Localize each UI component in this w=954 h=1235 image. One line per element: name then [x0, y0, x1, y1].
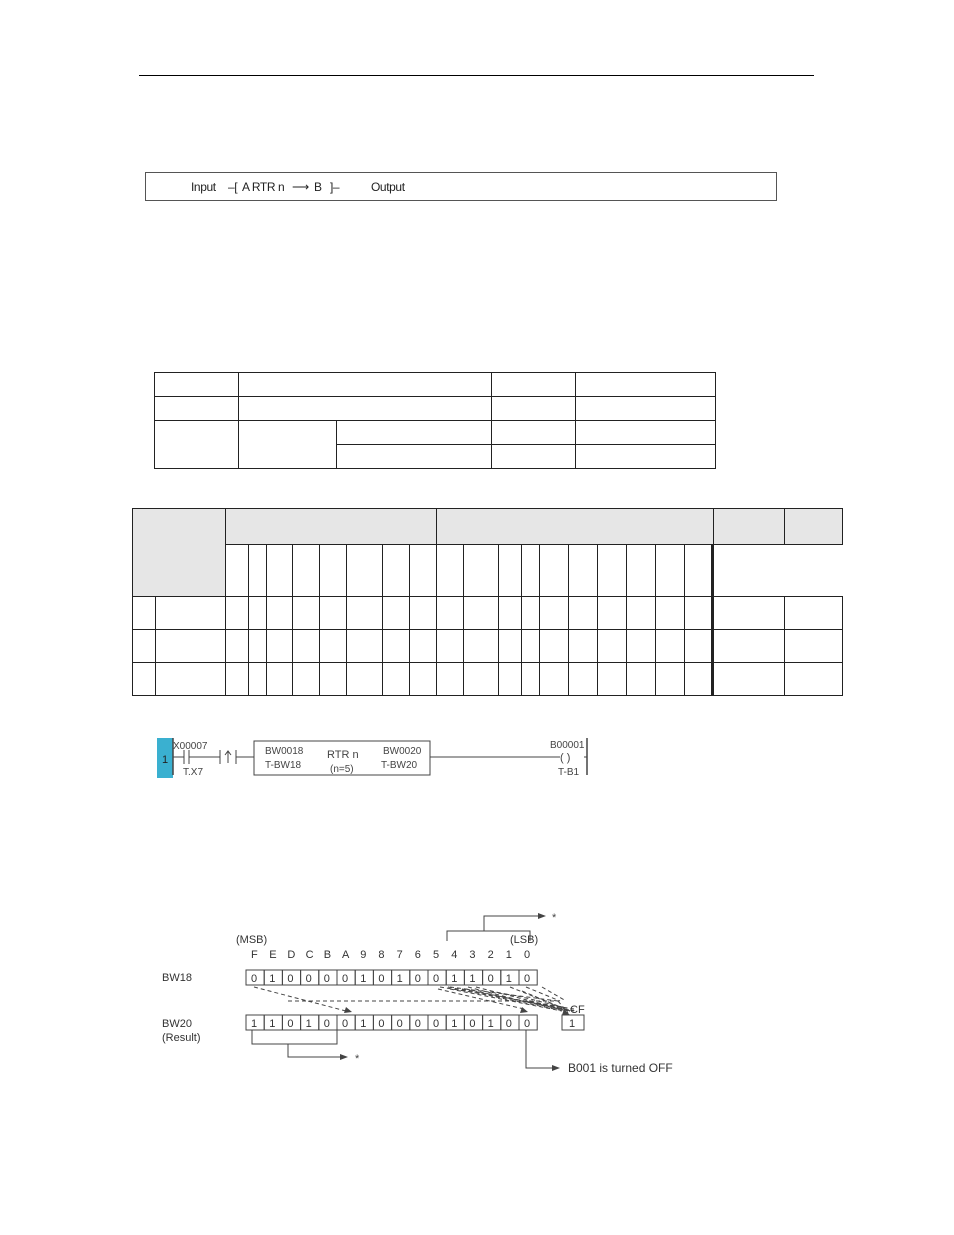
bit-index-label: D — [287, 949, 296, 961]
bw20-bit-value: 1 — [305, 1018, 312, 1030]
bw20-bit-value: 1 — [451, 1018, 458, 1030]
b001-note: B001 is turned OFF — [568, 1061, 673, 1075]
shift-line — [254, 987, 346, 1011]
format-bracket-close: ]– — [330, 180, 340, 194]
table-row — [133, 597, 843, 630]
bw20-bit-value: 0 — [433, 1018, 440, 1030]
bw18-bit-value: 0 — [524, 973, 531, 985]
bit-index-label: 1 — [505, 949, 512, 961]
operand-table — [154, 372, 716, 469]
msb-label: (MSB) — [236, 934, 268, 946]
bw20-result-label: (Result) — [162, 1032, 201, 1044]
bit-rotation-diagram — [150, 905, 710, 1085]
ladder-diagram — [150, 735, 600, 785]
cf-value: 1 — [569, 1018, 576, 1030]
function-name: RTR n — [327, 749, 359, 761]
bw20-register — [246, 1015, 537, 1030]
bit-index-label: 4 — [451, 949, 458, 961]
bw20-bit-value: 1 — [251, 1018, 258, 1030]
bw18-bit-value: 1 — [269, 973, 276, 985]
bottom-bracket — [252, 1030, 337, 1044]
bw20-bit-value: 1 — [487, 1018, 494, 1030]
note-arrow — [526, 1030, 552, 1068]
bit-index-label: 2 — [487, 949, 494, 961]
bw20-bit-value: 0 — [396, 1018, 403, 1030]
format-input-label: Input — [191, 180, 216, 194]
bit-index-label: B — [323, 949, 332, 961]
dest-tag: T-BW20 — [381, 760, 418, 771]
source-tag: T-BW18 — [265, 760, 302, 771]
bw18-bit-value: 0 — [305, 973, 312, 985]
coil-address: B00001 — [550, 740, 585, 751]
contact-tag: T.X7 — [183, 767, 204, 778]
bw18-bit-value: 0 — [433, 973, 440, 985]
bw20-bit-value: 0 — [414, 1018, 421, 1030]
bit-index-labels — [251, 949, 530, 961]
table-header-row — [133, 509, 843, 545]
function-param: (n=5) — [330, 764, 354, 775]
bw18-bit-value: 0 — [342, 973, 349, 985]
bw20-bit-value: 0 — [378, 1018, 385, 1030]
header-rule — [139, 75, 814, 76]
bw18-bit-value: 1 — [396, 973, 403, 985]
table-subheader-row — [133, 545, 843, 597]
bw20-bit-value: 0 — [524, 1018, 531, 1030]
bw20-bit-value: 0 — [342, 1018, 349, 1030]
bit-index-label: 0 — [524, 949, 531, 961]
format-arrow: ⟶ — [292, 180, 309, 194]
table-row — [133, 630, 843, 663]
coil-tag: T-B1 — [558, 767, 580, 778]
format-instruction: A RTR n — [242, 180, 285, 194]
bit-index-label: 8 — [378, 949, 385, 961]
bit-index-label: 3 — [469, 949, 476, 961]
lsb-label: (LSB) — [510, 934, 539, 946]
bw18-bit-value: 1 — [469, 973, 476, 985]
bit-index-label: 5 — [433, 949, 440, 961]
rung-number: 1 — [162, 754, 169, 766]
format-output-label: Output — [371, 180, 405, 194]
bw18-bit-value: 0 — [378, 973, 385, 985]
source-address: BW0018 — [265, 746, 304, 757]
bit-index-label: 9 — [360, 949, 367, 961]
bw18-bit-value: 0 — [287, 973, 294, 985]
bw20-label: BW20 — [162, 1018, 192, 1030]
format-dest: B — [314, 180, 322, 194]
format-bracket-open: –[ — [228, 180, 238, 194]
bit-index-label: C — [305, 949, 314, 961]
bw18-bit-value: 1 — [451, 973, 458, 985]
star-bottom: * — [355, 1053, 360, 1065]
coil-icon: ( ) — [560, 752, 571, 764]
table-row — [155, 397, 716, 421]
instruction-format-box — [145, 172, 777, 201]
bw18-register — [246, 970, 537, 985]
table-row — [155, 373, 716, 397]
bw20-bit-value: 0 — [505, 1018, 512, 1030]
bw18-bit-value: 0 — [251, 973, 258, 985]
cf-label: CF — [570, 1004, 585, 1016]
bw18-bit-value: 0 — [487, 973, 494, 985]
bit-index-label: E — [269, 949, 277, 961]
bit-index-label: A — [342, 949, 350, 961]
bit-index-label: 7 — [396, 949, 403, 961]
bw18-bit-value: 0 — [323, 973, 330, 985]
table-row — [155, 421, 716, 445]
bw18-bit-value: 0 — [414, 973, 421, 985]
bw20-bit-value: 1 — [269, 1018, 276, 1030]
bit-index-label: 6 — [414, 949, 421, 961]
dest-address: BW0020 — [383, 746, 422, 757]
bw20-bit-value: 0 — [323, 1018, 330, 1030]
bw18-bit-value: 1 — [360, 973, 367, 985]
star-top: * — [552, 912, 557, 924]
bw20-bit-value: 1 — [360, 1018, 367, 1030]
bw18-bit-value: 1 — [505, 973, 512, 985]
bw20-bit-value: 0 — [287, 1018, 294, 1030]
bw18-label: BW18 — [162, 972, 192, 984]
bw20-bit-value: 0 — [469, 1018, 476, 1030]
contact-address: X00007 — [173, 741, 208, 752]
bit-index-label: F — [251, 949, 258, 961]
table-row — [133, 663, 843, 696]
device-table — [132, 508, 843, 696]
